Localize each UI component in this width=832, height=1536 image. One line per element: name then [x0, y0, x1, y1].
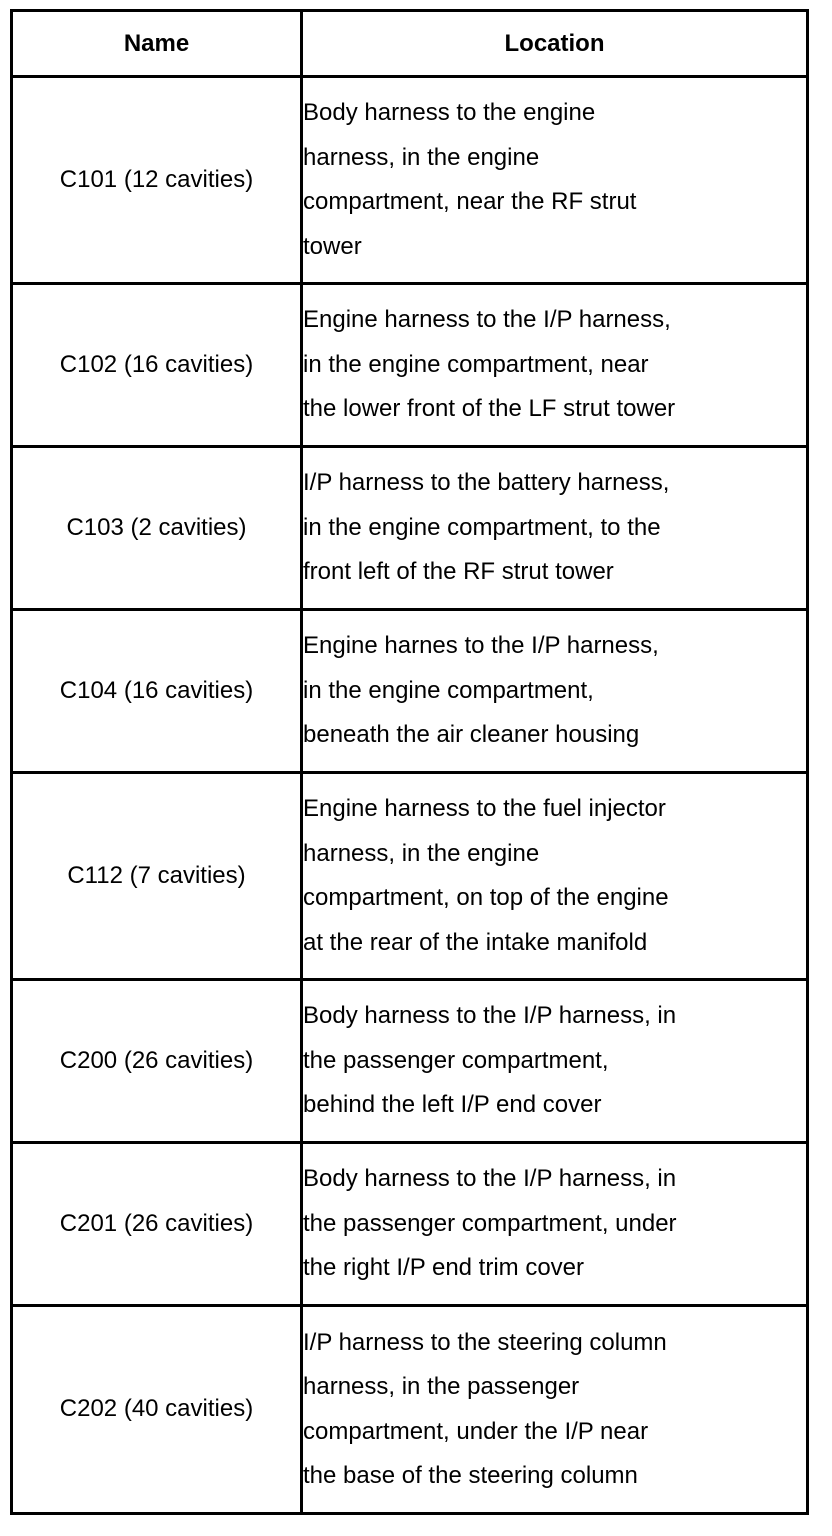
location-line: I/P harness to the battery harness, [303, 469, 670, 497]
location-line: compartment, on top of the engine [303, 884, 669, 911]
table-row [12, 447, 808, 610]
connector-name: C112 (7 cavities) [12, 773, 302, 980]
table-row [12, 284, 808, 447]
connector-location [302, 447, 808, 610]
location-line: in the engine compartment, [303, 676, 594, 704]
table-row [12, 610, 808, 773]
location-line: Engine harness to the I/P harness, [303, 306, 671, 334]
location-line: harness, in the engine [303, 143, 540, 171]
location-line: behind the left I/P end cover [303, 1091, 602, 1119]
location-line: Engine harness to the fuel injector [303, 795, 666, 822]
connector-name: C103 (2 cavities) [12, 447, 302, 610]
header-name: Name [12, 11, 302, 77]
connector-location [302, 284, 808, 447]
location-line: in the engine compartment, near [303, 350, 649, 378]
location-line: tower [303, 232, 362, 260]
location-line: Engine harnes to the I/P harness, [303, 632, 659, 660]
connector-name: C104 (16 cavities) [12, 610, 302, 773]
location-line: Body harness to the I/P harness, in [303, 1165, 677, 1193]
location-line: Body harness to the engine [303, 99, 596, 126]
table-row [12, 1306, 808, 1514]
connector-name: C202 (40 cavities) [12, 1306, 302, 1514]
location-line: Body harness to the I/P harness, in [303, 1002, 677, 1030]
location-line: in the engine compartment, to the [303, 513, 661, 541]
location-line: the passenger compartment, [303, 1046, 609, 1074]
connector-location [302, 980, 808, 1143]
location-line: harness, in the engine [303, 839, 540, 867]
table-row [12, 773, 808, 980]
table-row [12, 1143, 808, 1306]
location-line: the passenger compartment, under [303, 1209, 677, 1237]
location-line: beneath the air cleaner housing [303, 721, 640, 749]
table-row [12, 77, 808, 284]
table-row [12, 980, 808, 1143]
table-body [12, 77, 808, 1514]
location-line: the lower front of the LF strut tower [303, 395, 676, 423]
connector-name: C201 (26 cavities) [12, 1143, 302, 1306]
location-line: compartment, under the I/P near [303, 1417, 649, 1445]
location-line: front left of the RF strut tower [303, 558, 614, 586]
connector-location [302, 1143, 808, 1306]
connector-name: C200 (26 cavities) [12, 980, 302, 1143]
connector-location [302, 610, 808, 773]
connector-location [302, 1306, 808, 1514]
header-row [12, 11, 808, 77]
location-line: compartment, near the RF strut [303, 188, 637, 215]
location-line: at the rear of the intake manifold [303, 928, 648, 956]
location-line: harness, in the passenger [303, 1373, 580, 1400]
connector-name: C101 (12 cavities) [12, 77, 302, 284]
header-location: Location [302, 11, 808, 77]
connector-location [302, 77, 808, 284]
location-line: I/P harness to the steering column [303, 1328, 667, 1356]
connector-table [10, 9, 809, 1515]
connector-name: C102 (16 cavities) [12, 284, 302, 447]
location-line: the right I/P end trim cover [303, 1254, 585, 1282]
connector-location [302, 773, 808, 980]
location-line: the base of the steering column [303, 1462, 638, 1489]
